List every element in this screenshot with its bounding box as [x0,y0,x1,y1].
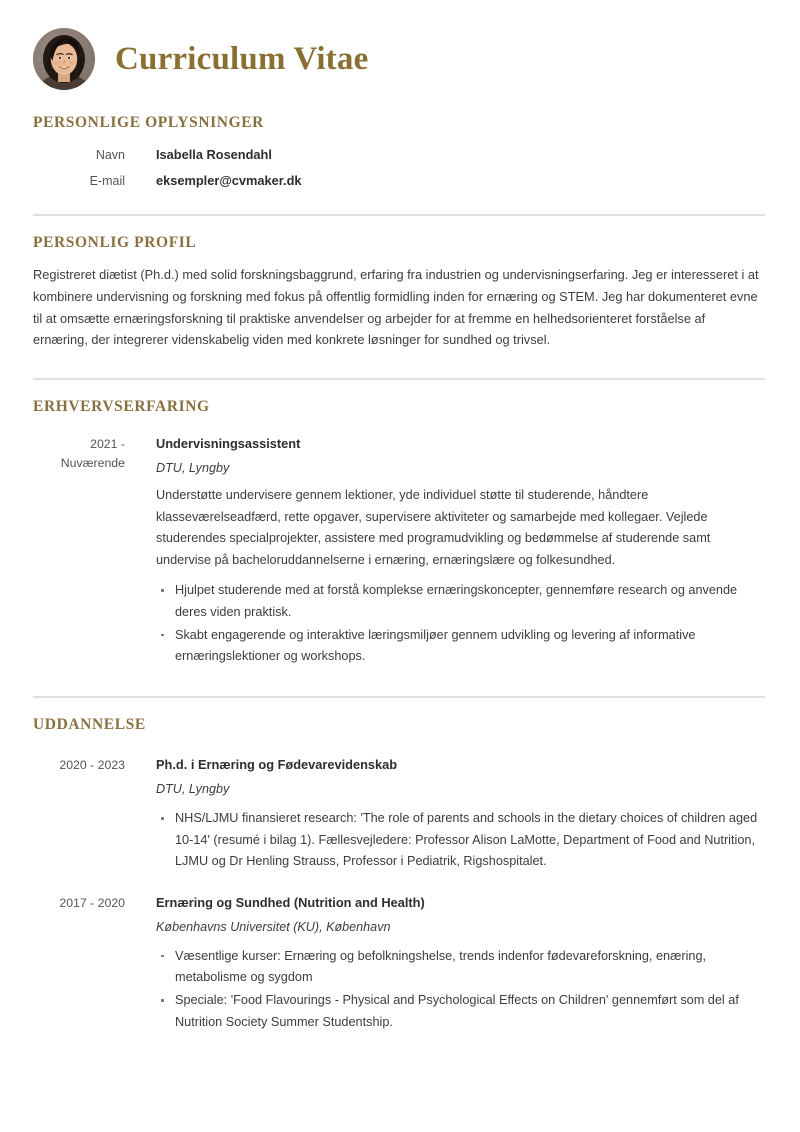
entry-date: 2020 - 2023 [59,757,125,772]
entry-bullet-list [156,808,767,873]
entry-organisation: DTU, Lyngby [156,461,230,476]
list-item: Hjulpet studerende med at forstå komplekse ernæringskoncepter, gennemføre research og anvende deres viden praktisk. [156,580,767,623]
entry-description: Understøtte undervisere gennem lektioner, yde individuel støtte til studerende, håndtere klasseværelseadfærd, rette opgaver, supervisere aktiviteter og samarbejde med kollegaer. Vejlede studerendes specialprojekter, assistere med programudvikling og bedømmelse af studerende samt undervise på bacheloruddannelserne i ernæring, ernæringslære og folkesundhed. [156,488,711,567]
entry-role: Ph.d. i Ernæring og Fødevarevidenskab [156,756,398,772]
education-entry [33,893,767,1034]
entry-role: Ernæring og Sundhed (Nutrition and Health) [156,894,425,910]
entry-organisation: Københavns Universitet (KU), København [156,919,391,934]
entry-body [156,893,767,1034]
entry-role: Undervisningsassistent [156,436,301,451]
personal-detail-value: eksempler@cvmaker.dk [156,173,302,188]
avatar [33,28,95,90]
section-education [33,696,767,1034]
section-profile [33,214,767,351]
cv-header [33,0,767,96]
personal-detail-label: E-mail [89,174,125,188]
section-heading-personal-details: PERSONLIGE OPLYSNINGER [33,114,264,131]
entry-bullet-list [156,580,767,667]
page-title: Curriculum Vitae [115,40,369,77]
list-item: Skabt engagerende og interaktive læringsmiljøer gennem udvikling og levering af informative ernæringslektioner og workshops. [156,625,767,668]
entry-body [156,755,767,874]
personal-detail-value: Isabella Rosendahl [156,147,272,162]
entry-date: 2021 - Nuværende [60,437,125,471]
personal-detail-row [33,147,767,162]
entry-organisation: DTU, Lyngby [156,782,230,797]
section-heading-experience: ERHVERVSERFARING [33,398,210,415]
section-experience [33,378,767,669]
list-item: NHS/LJMU finansieret research: 'The role of parents and schools in the dietary choices of children aged 10-14' (resumé i bilag 1). Fællesvejledere: Professor Alison LaMotte, Department of Food and Nutrition, LJMU og Dr Henling Strauss, Professor i Pediatrik, Rigshospitalet. [156,808,767,873]
section-heading-profile: PERSONLIG PROFIL [33,234,197,251]
section-heading-education: UDDANNELSE [33,715,146,733]
experience-entry [33,434,767,669]
section-personal-details [33,96,767,188]
entry-body [156,434,767,669]
personal-detail-row [33,173,767,188]
list-item: Væsentlige kurser: Ernæring og befolkningshelse, trends indenfor fødevareforskning, enæring, metabolisme og sygdom [156,946,767,989]
personal-detail-label: Navn [95,148,125,162]
entry-date: 2017 - 2020 [59,895,125,910]
education-entry [33,755,767,874]
entry-bullet-list [156,946,767,1033]
list-item: Speciale: 'Food Flavourings - Physical and Psychological Effects on Children' gennemført som del af Nutrition Society Summer Studentship. [156,990,767,1033]
profile-paragraph: Registreret diætist (Ph.d.) med solid forskningsbaggrund, erfaring fra industrien og undervisningserfaring. Jeg er interesseret i at kombinere undervisning og forskning med fokus på offentlig formidling inden for ernæring og STEM. Jeg har dokumenteret evne til at omsætte ernæringsforskning til praktiske anvendelser og arbejder for at fremme en helhedsorienteret forståelse af ernæring, der integrerer videnskabelig viden med konkrete løsninger for sundhed og trivsel. [33,267,759,348]
